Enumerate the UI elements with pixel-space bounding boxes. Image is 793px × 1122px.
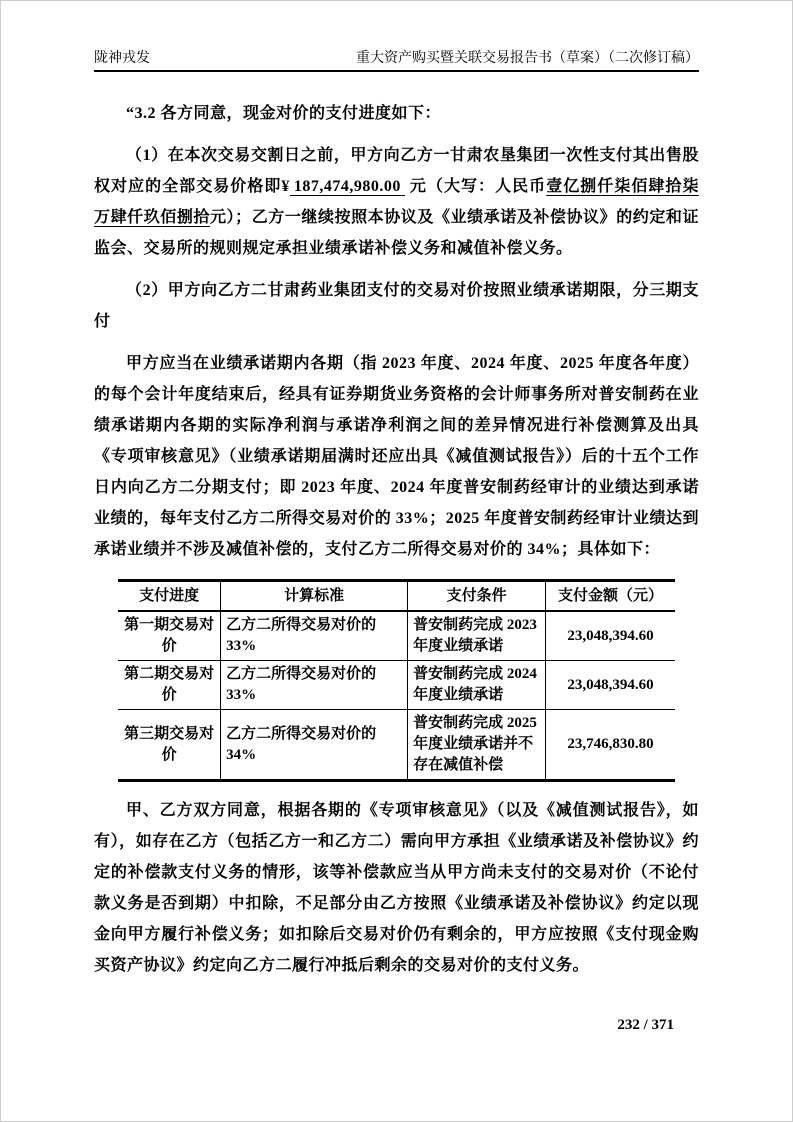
paragraph-section-3-2: “3.2 各方同意，现金对价的支付进度如下： (126, 105, 442, 122)
table-cell-standard: 乙方二所得交易对价的 34% (221, 710, 408, 781)
table-row (118, 661, 675, 710)
paragraph-payment-schedule: 甲方应当在业绩承诺期内各期（指 2023 年度、2024 年度、2025 年度各年度）的每个会计年度结束后，经具有证券期货业务资格的会计师事务所对普安制药在业绩承诺期内各期的实际净利润与承诺净利润之间的差异情况进行补偿测算及出具《专项审核意见》（业绩承诺期届满时还应出具《减值测试报告》）后的十五个工作日内向乙方二分期支付；即 2023 年度、2024 年度普安制药经审计的业绩达到承诺业绩的，每年支付乙方二所得交易对价的 33%；2025 年度普安制药经审计业绩达到承诺业绩并不涉及减值补偿的，支付乙方二所得交易对价的 34%；具体如下： (94, 355, 699, 558)
table-cell-condition: 普安制药完成 2024 年度业绩承诺 (408, 661, 546, 710)
paragraph-compensation-offset: 甲、乙方双方同意，根据各期的《专项审核意见》（以及《减值测试报告》，如有），如存在乙方（包括乙方一和乙方二）需向甲方承担《业绩承诺及补偿协议》约定的补偿款支付义务的情形，该等补偿款应当从甲方尚未支付的交易对价（不论付款义务是否到期）中扣除，不足部分由乙方按照《业绩承诺及补偿协议》约定以现金向甲方履行补偿义务；如扣除后交易对价仍有剩余的，甲方应按照《支付现金购买资产协议》约定向乙方二履行冲抵后剩余的交易对价的支付义务。 (94, 802, 699, 974)
table-header-payment-condition: 支付条件 (408, 581, 546, 612)
table-cell-stage: 第三期交易对价 (118, 710, 220, 781)
table-cell-stage: 第一期交易对价 (118, 611, 220, 661)
paragraph-item-1-mid: 元（大写：人民币 (404, 178, 547, 195)
paragraph-item-1-end: 元）；乙方一继续按照本协议及《业绩承诺及补偿协议》的约定和证监会、交易所的规则规定承担业绩承诺补偿义务和减值补偿义务。 (94, 209, 699, 257)
table-row (118, 611, 675, 661)
page-content (94, 47, 699, 992)
page-header (94, 47, 699, 72)
table-header-payment-amount: 支付金额（元） (546, 581, 675, 612)
table-row (118, 710, 675, 781)
paragraph-item-2: （2）甲方向乙方二甘肃药业集团支付的交易对价按照业绩承诺期限，分三期支付 (94, 282, 699, 330)
table-cell-stage: 第二期交易对价 (118, 661, 220, 710)
header-company-name: 陇神戎发 (94, 51, 150, 66)
transaction-amount-numeric: 187,474,980.00 (290, 178, 405, 196)
table-header-calculation-standard: 计算标准 (221, 581, 408, 612)
header-report-title: 重大资产购买暨关联交易报告书（草案）（二次修订稿） (356, 51, 699, 66)
table-header-payment-stage: 支付进度 (118, 581, 220, 612)
payment-schedule-table (118, 579, 675, 782)
page-number: 232 / 371 (617, 1017, 674, 1033)
table-cell-standard: 乙方二所得交易对价的 33% (221, 661, 408, 710)
table-cell-amount: 23,048,394.60 (546, 661, 675, 710)
table-cell-amount: 23,746,830.80 (546, 710, 675, 781)
table-cell-condition: 普安制药完成 2023 年度业绩承诺 (408, 611, 546, 661)
table-cell-condition: 普安制药完成 2025 年度业绩承诺并不存在减值补偿 (408, 710, 546, 781)
table-header-row (118, 581, 675, 612)
paragraph-item-1-text: （1）在本次交易交割日之前，甲方向乙方一甘肃农垦集团一次性支付其出售股权对应的全部交易价格即¥ (94, 147, 699, 195)
table-cell-amount: 23,048,394.60 (546, 611, 675, 661)
table-cell-standard: 乙方二所得交易对价的 33% (221, 611, 408, 661)
paragraph-item-1 (94, 140, 699, 264)
transaction-amount-chinese: 壹亿捌仟柒佰肆拾柒万肆仟玖佰捌拾 (94, 178, 699, 226)
